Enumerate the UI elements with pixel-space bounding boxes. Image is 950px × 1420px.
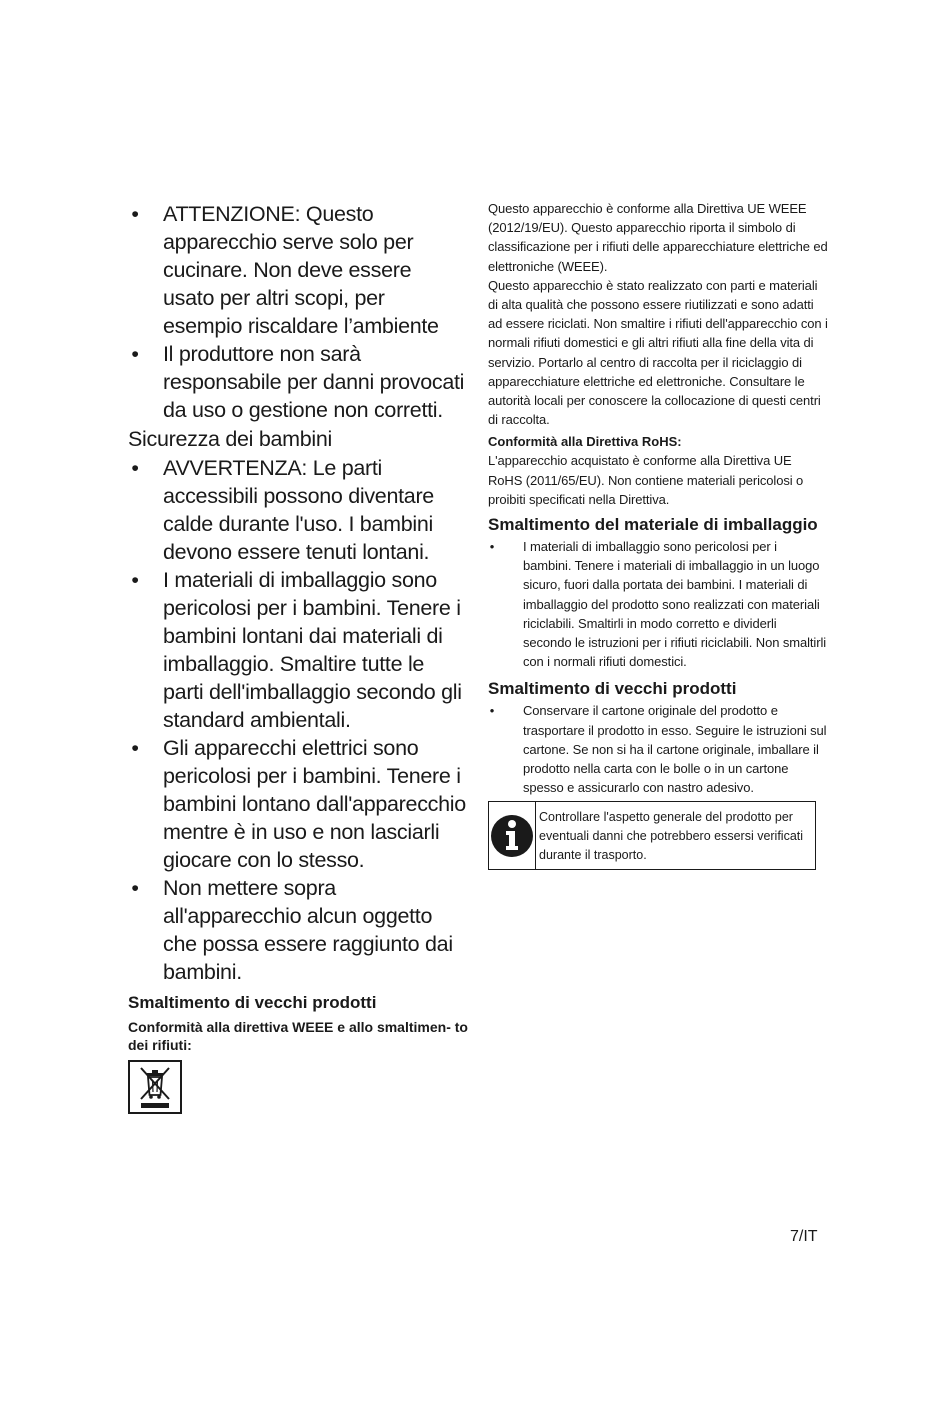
- weee-subheading: Conformità alla direttiva WEEE e allo smaltimen- to dei rifiuti:: [128, 1019, 468, 1053]
- list-item: • I materiali di imballaggio sono pericolosi per i bambini. Tenere i bambini lontani dai materiali di imballaggio. Smaltire tutte le parti dell'imballaggio secondo gli standard ambientali.: [131, 568, 462, 732]
- rohs-heading: Conformità alla Direttiva RoHS:: [488, 434, 682, 450]
- right-column: [488, 199, 828, 870]
- list-item: • Gli apparecchi elettrici sono pericolosi per i bambini. Tenere i bambini lontano dall'apparecchio mentre è in uso e non lasciarli giocare con lo stesso.: [131, 736, 466, 872]
- rohs-paragraph: L'apparecchio acquistato è conforme alla Direttiva UE RoHS (2011/65/EU). Non contiene materiali pericolosi o proibiti specificati nella Direttiva.: [488, 453, 804, 507]
- list-item: • AVVERTENZA: Le parti accessibili possono diventare calde durante l'uso. I bambini devono essere tenuti lontani.: [131, 456, 434, 564]
- packaging-heading: Smaltimento del materiale di imballaggio: [488, 515, 818, 535]
- crossed-bin-icon: [128, 1060, 182, 1114]
- weee-paragraph-2: Questo apparecchio è stato realizzato con parti e materiali di alta qualità che possono essere riutilizzati e sono adatti ad essere riciclati. Non smaltire i rifiuti dell'apparecchio con i normali rifiuti domestici e gli altri rifiuti alla fine della vita di servizio. Portarlo al centro di raccolta per il riciclaggio di apparecchiature elettriche ed elettroniche. Consultare le autorità locali per conoscere la collocazione di questi centri di raccolta.: [488, 277, 828, 428]
- old-products-heading: Smaltimento di vecchi prodotti: [488, 679, 737, 699]
- info-icon: [489, 802, 536, 869]
- intro-bullet-list: [128, 200, 468, 424]
- info-note-box: [488, 801, 816, 870]
- packaging-bullet-list: [488, 537, 828, 671]
- page-number: 7/IT: [790, 1228, 818, 1245]
- weee-paragraph-1: Questo apparecchio è conforme alla Direttiva UE WEEE (2012/19/EU). Questo apparecchio riporta il simbolo di classificazione per i rifiuti delle apparecchiature elettriche ed elettroniche (WEEE).: [488, 201, 828, 274]
- child-safety-bullet-list: [128, 454, 468, 986]
- list-item: • I materiali di imballaggio sono pericolosi per i bambini. Tenere i materiali di imballaggio in un luogo sicuro, fuori dalla portata dei bambini. I materiali di imballaggio del prodotto sono realizzati con materiali riciclabili. Smaltirli in modo corretto e dividerli secondo le istruzioni per i rifiuti riciclabili. Non smaltirli con i normali rifiuti domestici.: [489, 539, 827, 670]
- old-products-bullet-list: [488, 701, 828, 797]
- list-item: • Conservare il cartone originale del prodotto e trasportare il prodotto in esso. Seguire le istruzioni sul cartone. Se non si ha il cartone originale, imballare il prodotto nella carta con le bolle o in un cartone spesso e assicurarlo con nastro adesivo.: [489, 703, 827, 796]
- disposal-heading: Smaltimento di vecchi prodotti: [128, 993, 377, 1012]
- list-item: • Il produttore non sarà responsabile per danni provocati da uso o gestione non corretti.: [131, 342, 465, 422]
- info-note-text: Controllare l'aspetto generale del prodotto per eventuali danni che potrebbero essersi verificati durante il trasporto.: [539, 810, 804, 863]
- child-safety-heading: Sicurezza dei bambini: [128, 427, 333, 451]
- left-column: [128, 200, 468, 1114]
- list-item: • Non mettere sopra all'apparecchio alcun oggetto che possa essere raggiunto dai bambini.: [131, 876, 453, 984]
- list-item: • ATTENZIONE: Questo apparecchio serve solo per cucinare. Non deve essere usato per altri scopi, per esempio riscaldare l’ambiente: [131, 202, 439, 338]
